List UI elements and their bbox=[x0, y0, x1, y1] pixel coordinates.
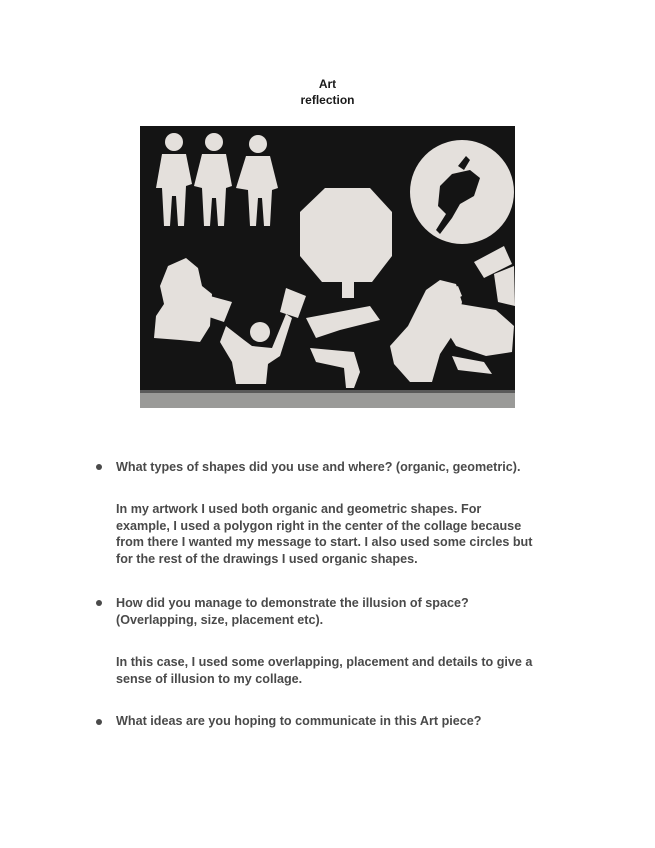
answer-1-line-3: from there I wanted my message to start. I also used some circles but bbox=[116, 535, 533, 550]
circle-fist-cutout bbox=[410, 140, 514, 244]
bullet-2 bbox=[96, 600, 102, 606]
answer-1-line-2: example, I used a polygon right in the center of the collage because bbox=[116, 518, 522, 533]
answer-2-line-2: sense of illusion to my collage. bbox=[116, 671, 303, 686]
answer-1 bbox=[116, 501, 596, 567]
floor-strip bbox=[140, 392, 515, 408]
bullet-3 bbox=[96, 719, 102, 725]
document-title-line1: Art bbox=[318, 77, 337, 91]
question-2 bbox=[116, 595, 596, 628]
answer-1-line-1: In my artwork I used both organic and geometric shapes. For bbox=[116, 502, 482, 516]
document-title-line2: reflection bbox=[300, 93, 355, 107]
answer-2-line-1: In this case, I used some overlapping, placement and details to give a bbox=[116, 655, 533, 669]
answer-1-line-4: for the rest of the drawings I used organic shapes. bbox=[116, 551, 418, 566]
bullet-1 bbox=[96, 464, 102, 470]
question-2-line-1: How did you manage to demonstrate the illusion of space? bbox=[116, 596, 469, 610]
collage-photo bbox=[140, 126, 515, 408]
question-1-line-1: What types of shapes did you use and where? (organic, geometric). bbox=[116, 460, 521, 474]
question-3-line-1: What ideas are you hoping to communicate in this Art piece? bbox=[116, 714, 482, 728]
answer-2 bbox=[116, 654, 596, 687]
question-1 bbox=[116, 459, 596, 476]
collage-illustration bbox=[140, 126, 515, 408]
question-2-line-2: (Overlapping, size, placement etc). bbox=[116, 612, 324, 627]
question-3 bbox=[116, 713, 596, 730]
